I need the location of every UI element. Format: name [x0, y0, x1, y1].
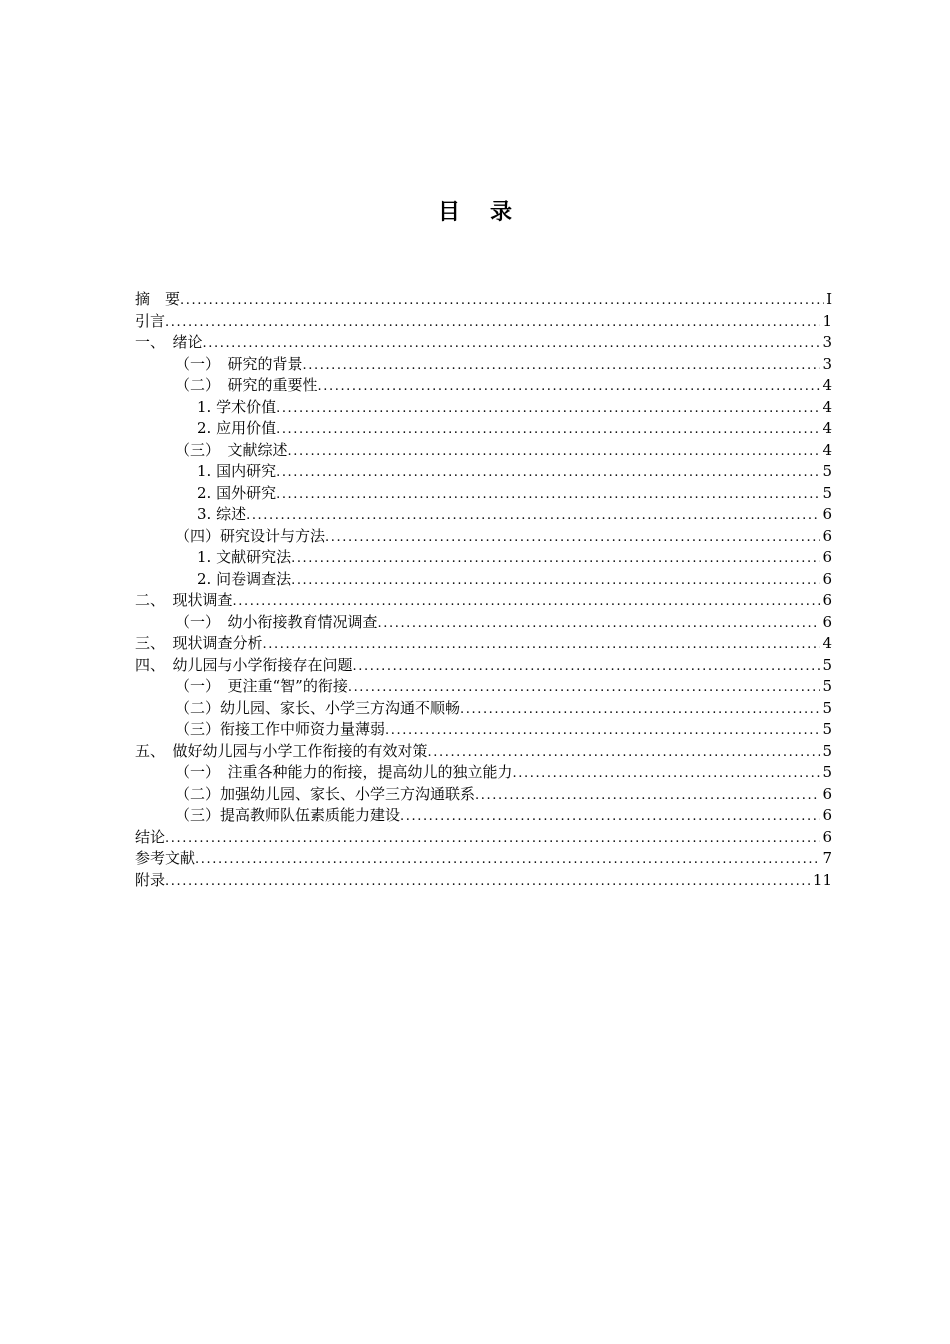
toc-entry-page: 6 — [822, 548, 832, 566]
toc-entry-label: （一） 研究的背景 — [175, 354, 303, 373]
toc-leader — [165, 871, 811, 893]
toc-entry[interactable] — [135, 440, 832, 462]
toc-leader — [246, 505, 820, 527]
toc-entry[interactable] — [135, 289, 832, 311]
page-title-part-2: 录 — [490, 200, 513, 225]
toc-entry[interactable] — [135, 461, 832, 483]
toc-entry[interactable] — [135, 741, 832, 763]
toc-entry[interactable] — [135, 805, 832, 827]
toc-entry-page: 5 — [822, 462, 832, 480]
toc-entry-label: （三） 文献综述 — [175, 440, 288, 459]
toc-entry-page: 6 — [822, 591, 832, 609]
toc-entry-label: 五、 做好幼儿园与小学工作衔接的有效对策 — [135, 741, 428, 760]
toc-entry-page: I — [826, 290, 832, 308]
toc-entry[interactable] — [135, 784, 832, 806]
toc-entry-label: 2. 应用价值 — [197, 419, 277, 437]
toc-leader — [165, 828, 820, 850]
toc-entry-label: 一、 绪论 — [135, 333, 203, 351]
toc-entry-label: 参考文献 — [135, 849, 196, 867]
toc-entry[interactable] — [135, 332, 832, 354]
toc-entry[interactable] — [135, 590, 832, 612]
toc-entry[interactable] — [135, 655, 832, 677]
toc-leader — [276, 484, 820, 506]
toc-leader — [353, 656, 821, 678]
toc-entry[interactable] — [135, 719, 832, 741]
toc-leader — [195, 849, 820, 871]
toc-leader — [400, 806, 820, 828]
toc-entry[interactable] — [135, 848, 832, 870]
toc-entry-label: 二、 现状调查 — [135, 591, 233, 609]
toc-entry[interactable] — [135, 375, 832, 397]
toc-entry-page: 5 — [822, 677, 832, 695]
toc-entry-label: （二） 研究的重要性 — [175, 376, 318, 394]
toc-entry[interactable] — [135, 612, 832, 634]
toc-leader — [428, 742, 821, 764]
toc-entry[interactable] — [135, 762, 832, 784]
toc-leader — [203, 333, 821, 355]
toc-entry-page: 5 — [822, 655, 832, 674]
page-title-part-1: 目 — [437, 200, 460, 225]
toc-entry-page: 11 — [812, 870, 832, 889]
toc-entry-label: （三）衔接工作中师资力量薄弱 — [175, 720, 386, 738]
toc-leader — [276, 398, 820, 420]
toc-entry-label: （二）加强幼儿园、家长、小学三方沟通联系 — [175, 784, 476, 803]
toc-entry-label: 2. 国外研究 — [197, 483, 277, 502]
toc-entry-label: 四、 幼儿园与小学衔接存在问题 — [135, 655, 353, 674]
toc-entry-page: 5 — [822, 763, 832, 781]
toc-entry-page: 4 — [822, 376, 832, 394]
toc-leader — [460, 699, 820, 721]
toc-entry-page: 3 — [822, 354, 832, 373]
toc-entry[interactable] — [135, 418, 832, 440]
toc-entry-page: 4 — [822, 397, 832, 416]
toc-leader — [180, 290, 824, 312]
toc-entry-page: 6 — [822, 569, 832, 588]
toc-entry-label: 1. 学术价值 — [197, 397, 277, 416]
toc-entry-label: 引言 — [135, 311, 166, 330]
toc-leader — [348, 677, 821, 699]
toc-entry-label: 3. 综述 — [197, 505, 247, 523]
toc-entry[interactable] — [135, 504, 832, 526]
toc-entry-page: 6 — [822, 526, 832, 545]
toc-leader — [475, 785, 820, 807]
toc-entry[interactable] — [135, 698, 832, 720]
toc-entry[interactable] — [135, 633, 832, 655]
toc-entry-page: 4 — [822, 419, 832, 437]
page-title — [0, 195, 950, 226]
toc-entry-label: 摘 要 — [135, 290, 181, 308]
toc-leader — [325, 527, 820, 549]
toc-leader — [385, 720, 820, 742]
toc-entry-label: 结论 — [135, 827, 166, 846]
toc-entry-page: 4 — [822, 634, 832, 652]
toc-leader — [291, 548, 820, 570]
toc-entry[interactable] — [135, 483, 832, 505]
toc-entry-label: （二）幼儿园、家长、小学三方沟通不顺畅 — [175, 698, 461, 717]
toc-entry-label: （一） 注重各种能力的衔接，提高幼儿的独立能力 — [175, 763, 513, 781]
toc-leader — [378, 613, 821, 635]
toc-leader — [165, 312, 820, 334]
toc-entry-label: 1. 国内研究 — [197, 462, 277, 480]
toc-entry-page: 5 — [822, 720, 832, 738]
toc-entry-label: 1. 文献研究法 — [197, 548, 292, 566]
toc-entry[interactable] — [135, 827, 832, 849]
toc-entry[interactable] — [135, 526, 832, 548]
toc-leader — [303, 355, 821, 377]
toc-leader — [263, 634, 821, 656]
toc-entry-page: 6 — [822, 784, 832, 803]
toc-entry[interactable] — [135, 547, 832, 569]
toc-entry[interactable] — [135, 676, 832, 698]
toc-entry-label: （四）研究设计与方法 — [175, 526, 326, 545]
toc-leader — [276, 419, 820, 441]
toc-leader — [513, 763, 821, 785]
toc-entry-page: 5 — [822, 483, 832, 502]
toc-leader — [318, 376, 821, 398]
toc-entry-label: 三、 现状调查分析 — [135, 634, 263, 652]
toc-entry[interactable] — [135, 354, 832, 376]
toc-entry-page: 5 — [822, 698, 832, 717]
table-of-contents — [135, 289, 832, 891]
toc-entry-label: （三）提高教师队伍素质能力建设 — [175, 806, 401, 824]
toc-entry-page: 6 — [822, 827, 832, 846]
toc-entry-label: 2. 问卷调查法 — [197, 569, 292, 588]
toc-entry[interactable] — [135, 569, 832, 591]
toc-entry-page: 6 — [822, 806, 832, 824]
toc-leader — [288, 441, 821, 463]
toc-entry-page: 6 — [822, 505, 832, 523]
toc-entry-label: （一） 幼小衔接教育情况调查 — [175, 612, 378, 631]
toc-entry-page: 4 — [822, 440, 832, 459]
toc-entry-label: （一） 更注重“智”的衔接 — [175, 677, 348, 695]
toc-entry-page: 1 — [822, 311, 832, 330]
toc-entry-page: 3 — [822, 333, 832, 351]
toc-entry[interactable] — [135, 311, 832, 333]
toc-entry-page: 6 — [822, 612, 832, 631]
toc-leader — [233, 591, 821, 613]
toc-entry-page: 7 — [822, 849, 832, 867]
toc-entry[interactable] — [135, 870, 832, 892]
toc-entry-page: 5 — [822, 741, 832, 760]
toc-leader — [291, 570, 820, 592]
toc-entry[interactable] — [135, 397, 832, 419]
toc-entry-label: 附录 — [135, 870, 166, 889]
toc-leader — [276, 462, 820, 484]
